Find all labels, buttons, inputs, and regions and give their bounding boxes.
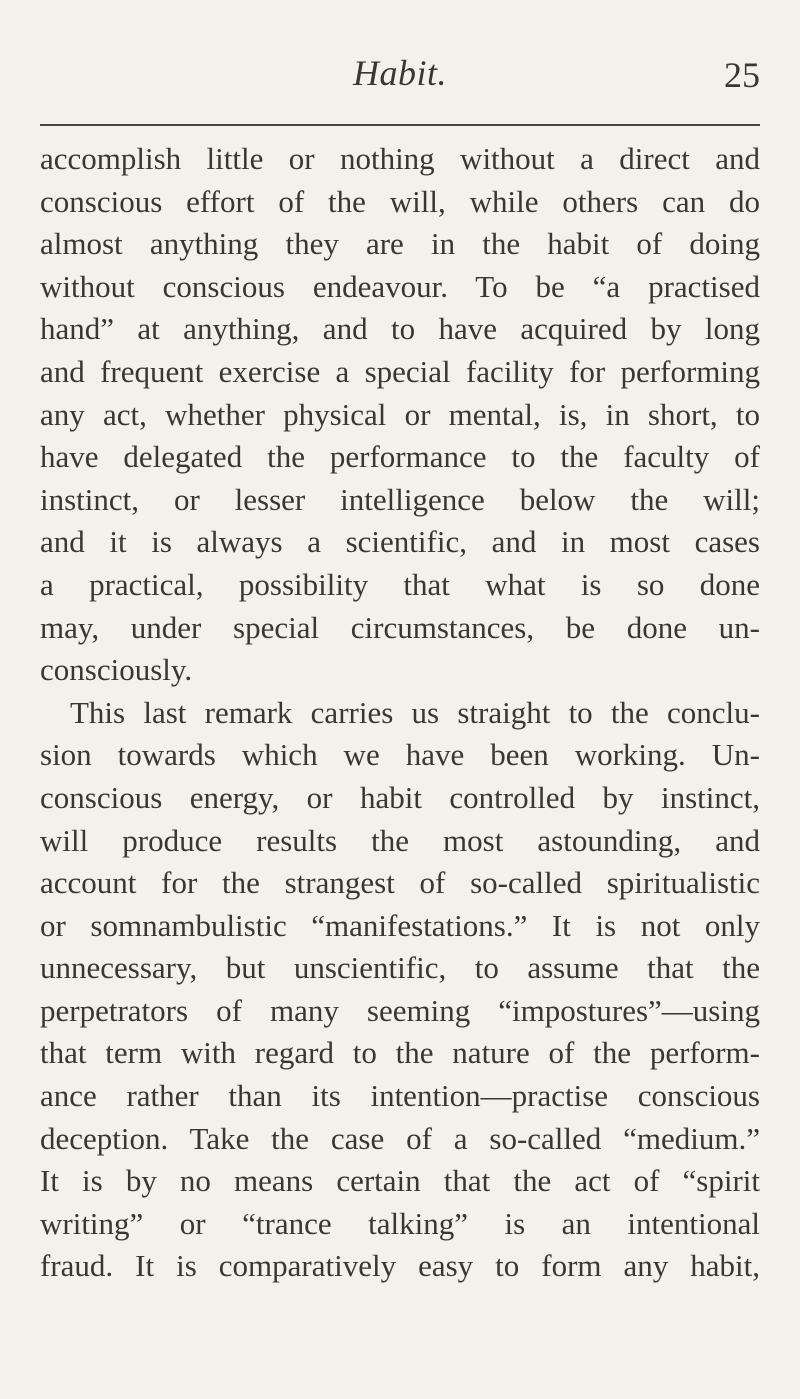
text-line: fraud. It is comparatively easy to form any habit, <box>40 1248 760 1284</box>
text-line: any act, whether physical or mental, is, in short, to <box>40 396 760 432</box>
text-line: conscious effort of the will, while others can do <box>40 183 760 219</box>
text-line: or somnambulistic “manifestations.” It is not only <box>40 907 760 943</box>
page-header <box>40 44 760 104</box>
page-number: 25 <box>724 55 760 95</box>
text-line: and frequent exercise a special facility for performing <box>40 353 760 389</box>
text-line: ance rather than its intention—practise conscious <box>40 1078 760 1114</box>
text-line: instinct, or lesser intelligence below the will; <box>40 481 760 517</box>
text-line: will produce results the most astounding, and <box>40 822 760 858</box>
text-line: a practical, possibility that what is so done <box>40 566 760 602</box>
text-line: It is by no means certain that the act of “spirit <box>40 1163 760 1199</box>
text-line: accomplish little or nothing without a direct and <box>40 141 760 176</box>
text-line: This last remark carries us straight to the conclu- <box>70 694 760 730</box>
text-line: have delegated the performance to the faculty of <box>40 439 760 475</box>
body-text <box>40 138 760 1288</box>
text-line: writing” or “trance talking” is an intentional <box>40 1205 760 1241</box>
text-line: account for the strangest of so-called spiritualistic <box>40 865 760 901</box>
text-line: may, under special circumstances, be done un- <box>40 609 760 645</box>
header-rule <box>40 124 760 126</box>
text-line: that term with regard to the nature of the perform- <box>40 1035 760 1071</box>
text-line: consciously. <box>40 652 193 688</box>
running-title: Habit. <box>352 53 447 93</box>
text-line: without conscious endeavour. To be “a practised <box>40 268 760 304</box>
text-line: hand” at anything, and to have acquired by long <box>40 311 760 347</box>
text-line: almost anything they are in the habit of doing <box>40 226 760 262</box>
text-line: sion towards which we have been working. Un- <box>40 737 760 773</box>
text-line: deception. Take the case of a so-called “medium.” <box>40 1120 760 1156</box>
text-line: and it is always a scientific, and in most cases <box>40 524 760 560</box>
text-line: unnecessary, but unscientific, to assume that the <box>40 950 760 986</box>
text-line: conscious energy, or habit controlled by instinct, <box>40 779 760 815</box>
text-line: perpetrators of many seeming “impostures”—using <box>40 992 760 1028</box>
